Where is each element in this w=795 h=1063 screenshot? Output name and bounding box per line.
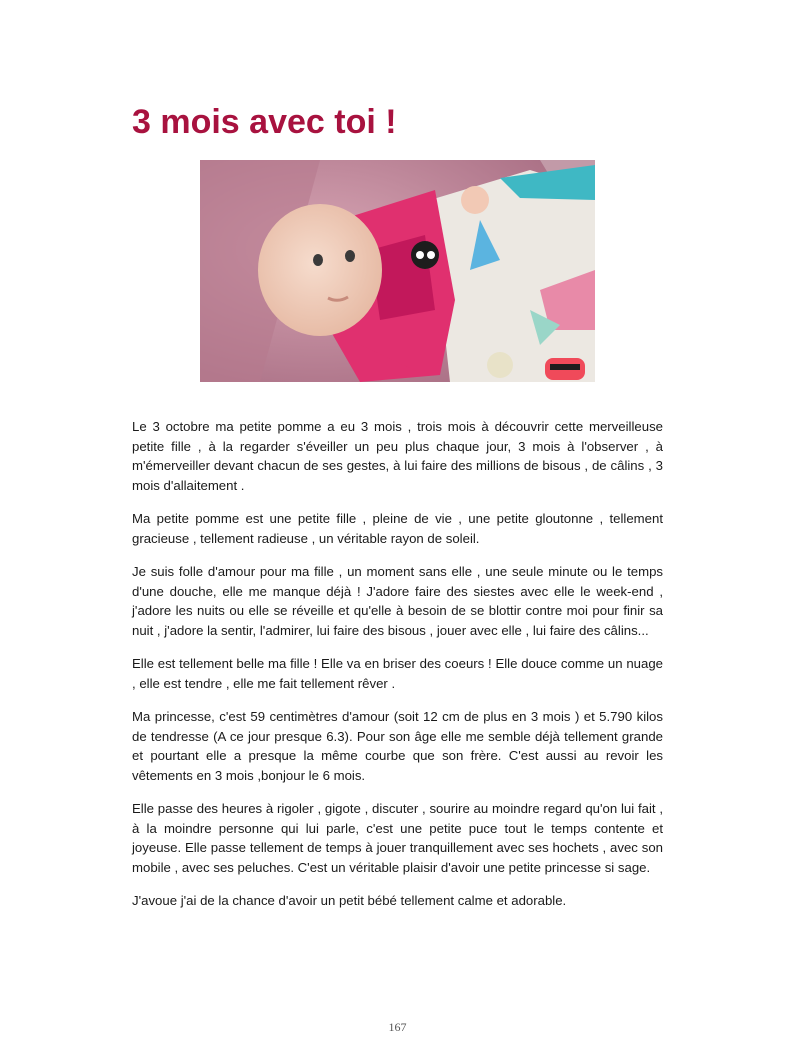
paragraph: Ma petite pomme est une petite fille , pleine de vie , une petite gloutonne , tellement gracieuse , tellement radieuse , un véritable rayon de soleil.: [132, 511, 663, 546]
paragraph: Ma princesse, c'est 59 centimètres d'amour (soit 12 cm de plus en 3 mois ) et 5.790 kilos de tendresse (A ce jour presque 6.3). Pour son âge elle me semble déjà tellement grande et pourtant elle a presque la même courbe que son frère. C'est aussi au revoir les vêtements en 3 mois ,bonjour le 6 mois.: [132, 709, 663, 783]
paragraph: Elle passe des heures à rigoler , gigote , discuter , sourire au moindre regard qu'on lui fait , à la moindre personne qui lui parle, c'est une petite puce tout le temps contente et joyeuse. Elle passe tellement de temps à jouer tranquillement avec ses hochets , avec son mobile , avec ses peluches. C'est un véritable plaisir d'avoir une petite princesse si sage.: [132, 801, 663, 875]
paragraph: Le 3 octobre ma petite pomme a eu 3 mois , trois mois à découvrir cette merveilleuse petite fille , à la regarder s'éveiller un peu plus chaque jour, 3 mois à l'observer , à m'émerveiller devant chacun de ses gestes, à lui faire des millions de bisous , de câlins , 3 mois d'allaitement .: [132, 419, 663, 493]
paragraph: Elle est tellement belle ma fille ! Elle va en briser des coeurs ! Elle douce comme un nuage , elle est tendre , elle me fait tellement rêver .: [132, 656, 663, 691]
page-title: 3 mois avec toi !: [132, 103, 397, 141]
baby-photo: [200, 160, 595, 382]
paragraph: J'avoue j'ai de la chance d'avoir un petit bébé tellement calme et adorable.: [132, 893, 567, 908]
page-number: 167: [388, 1020, 407, 1034]
paragraph: Je suis folle d'amour pour ma fille , un moment sans elle , une seule minute ou le temps d'une douche, elle me manque déjà ! J'adore faire des siestes avec elle le week-end , j'adore les nuits ou elle se réveille et qu'elle à besoin de se blottir contre moi pour finir sa nuit , j'adore la sentir, l'admirer, lui faire des bisous , jouer avec elle , lui faire des câlins...: [132, 564, 663, 638]
baby-photo-illustration: [200, 160, 595, 382]
article-body: [132, 417, 663, 925]
